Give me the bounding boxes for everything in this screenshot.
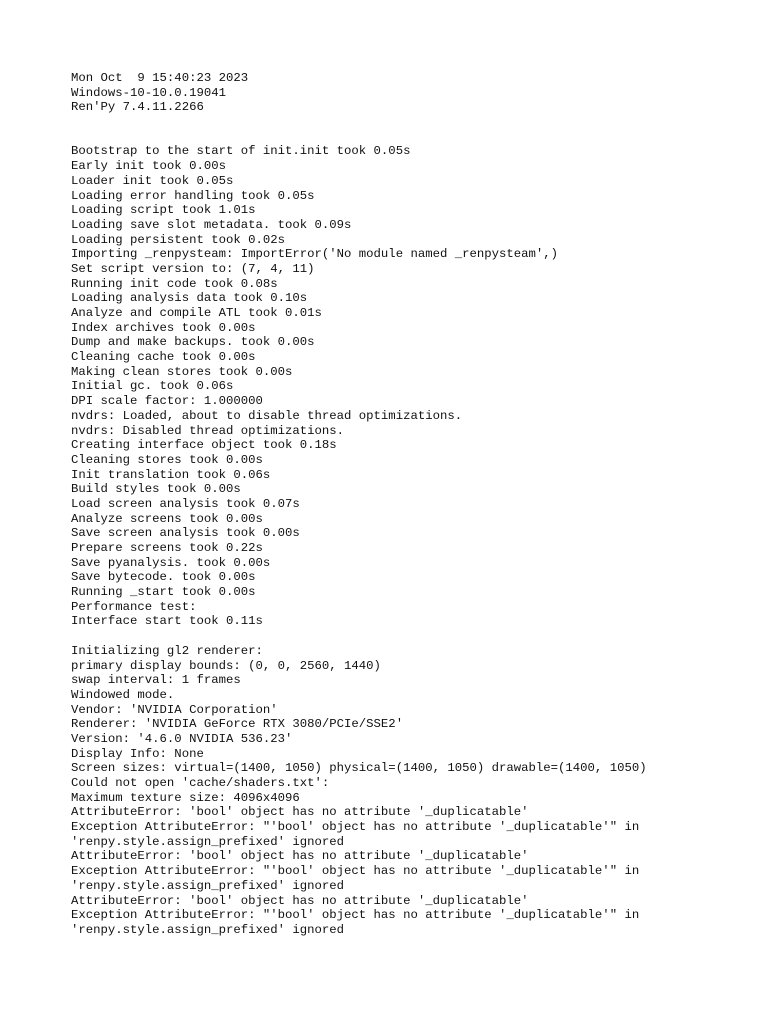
log-line: Prepare screens took 0.22s	[71, 541, 263, 556]
log-line: primary display bounds: (0, 0, 2560, 1440)	[71, 658, 381, 673]
log-line: Display Info: None	[71, 746, 204, 761]
log-line: 'renpy.style.assign_prefixed' ignored	[71, 922, 345, 937]
log-line: Cleaning cache took 0.00s	[71, 350, 256, 365]
log-line: Save bytecode. took 0.00s	[71, 570, 256, 585]
log-line: Save screen analysis took 0.00s	[71, 526, 300, 541]
log-line: Maximum texture size: 4096x4096	[71, 790, 300, 805]
log-line: 'renpy.style.assign_prefixed' ignored	[71, 878, 345, 893]
log-line: AttributeError: 'bool' object has no attribute '_duplicatable'	[71, 849, 529, 864]
log-line: Save pyanalysis. took 0.00s	[71, 555, 271, 570]
log-line: Early init took 0.00s	[71, 159, 226, 174]
init-log	[71, 144, 751, 629]
log-line: Running _start took 0.00s	[71, 585, 256, 600]
log-line: Mon Oct 9 15:40:23 2023	[71, 71, 249, 85]
blank-lines	[71, 115, 751, 144]
log-line: Init translation took 0.06s	[71, 467, 271, 482]
log-document	[71, 71, 751, 938]
log-line: Exception AttributeError: "'bool' object has no attribute '_duplicatable'" in	[71, 820, 640, 835]
log-line: Interface start took 0.11s	[71, 614, 263, 629]
log-line: nvdrs: Disabled thread optimizations.	[71, 423, 345, 438]
log-line: Exception AttributeError: "'bool' object has no attribute '_duplicatable'" in	[71, 864, 640, 879]
log-line: Dump and make backups. took 0.00s	[71, 335, 315, 350]
log-line: Loading persistent took 0.02s	[71, 232, 286, 247]
log-line: Ren'Py 7.4.11.2266	[71, 100, 204, 115]
log-line: Build styles took 0.00s	[71, 482, 241, 497]
log-line: Exception AttributeError: "'bool' object has no attribute '_duplicatable'" in	[71, 908, 640, 923]
log-line: Initial gc. took 0.06s	[71, 379, 234, 394]
log-line: Creating interface object took 0.18s	[71, 438, 337, 453]
log-line: Renderer: 'NVIDIA GeForce RTX 3080/PCIe/SSE2'	[71, 717, 404, 732]
log-line: Version: '4.6.0 NVIDIA 536.23'	[71, 731, 293, 746]
log-line: Could not open 'cache/shaders.txt':	[71, 776, 330, 791]
log-line: Loading error handling took 0.05s	[71, 188, 315, 203]
log-line: Making clean stores took 0.00s	[71, 364, 293, 379]
log-line: Cleaning stores took 0.00s	[71, 452, 263, 467]
log-line: Running init code took 0.08s	[71, 276, 278, 291]
log-line: Performance test:	[71, 599, 197, 614]
log-line: Screen sizes: virtual=(1400, 1050) physical=(1400, 1050) drawable=(1400, 1050)	[71, 761, 647, 776]
blank-line	[71, 629, 751, 644]
renderer-log	[71, 644, 751, 938]
log-line: DPI scale factor: 1.000000	[71, 394, 263, 409]
log-header	[71, 71, 751, 115]
log-line: Windowed mode.	[71, 687, 175, 702]
log-line: Analyze and compile ATL took 0.01s	[71, 306, 322, 321]
log-line: Loading save slot metadata. took 0.09s	[71, 217, 352, 232]
log-line: AttributeError: 'bool' object has no attribute '_duplicatable'	[71, 805, 529, 820]
log-line: Analyze screens took 0.00s	[71, 511, 263, 526]
log-line: AttributeError: 'bool' object has no attribute '_duplicatable'	[71, 893, 529, 908]
log-line: Loading script took 1.01s	[71, 203, 256, 218]
log-line: Load screen analysis took 0.07s	[71, 496, 300, 511]
log-line: Bootstrap to the start of init.init took 0.05s	[71, 144, 411, 159]
log-line: Loader init took 0.05s	[71, 173, 234, 188]
log-line: swap interval: 1 frames	[71, 673, 241, 688]
log-line: nvdrs: Loaded, about to disable thread optimizations.	[71, 408, 463, 423]
log-line: Loading analysis data took 0.10s	[71, 291, 308, 306]
log-line: Vendor: 'NVIDIA Corporation'	[71, 702, 278, 717]
log-line: Index archives took 0.00s	[71, 320, 256, 335]
log-line: 'renpy.style.assign_prefixed' ignored	[71, 834, 345, 849]
log-line: Initializing gl2 renderer:	[71, 643, 263, 658]
log-line: Windows-10-10.0.19041	[71, 85, 226, 100]
log-line: Importing _renpysteam: ImportError('No module named _renpysteam',)	[71, 247, 559, 262]
log-line: Set script version to: (7, 4, 11)	[71, 261, 315, 276]
